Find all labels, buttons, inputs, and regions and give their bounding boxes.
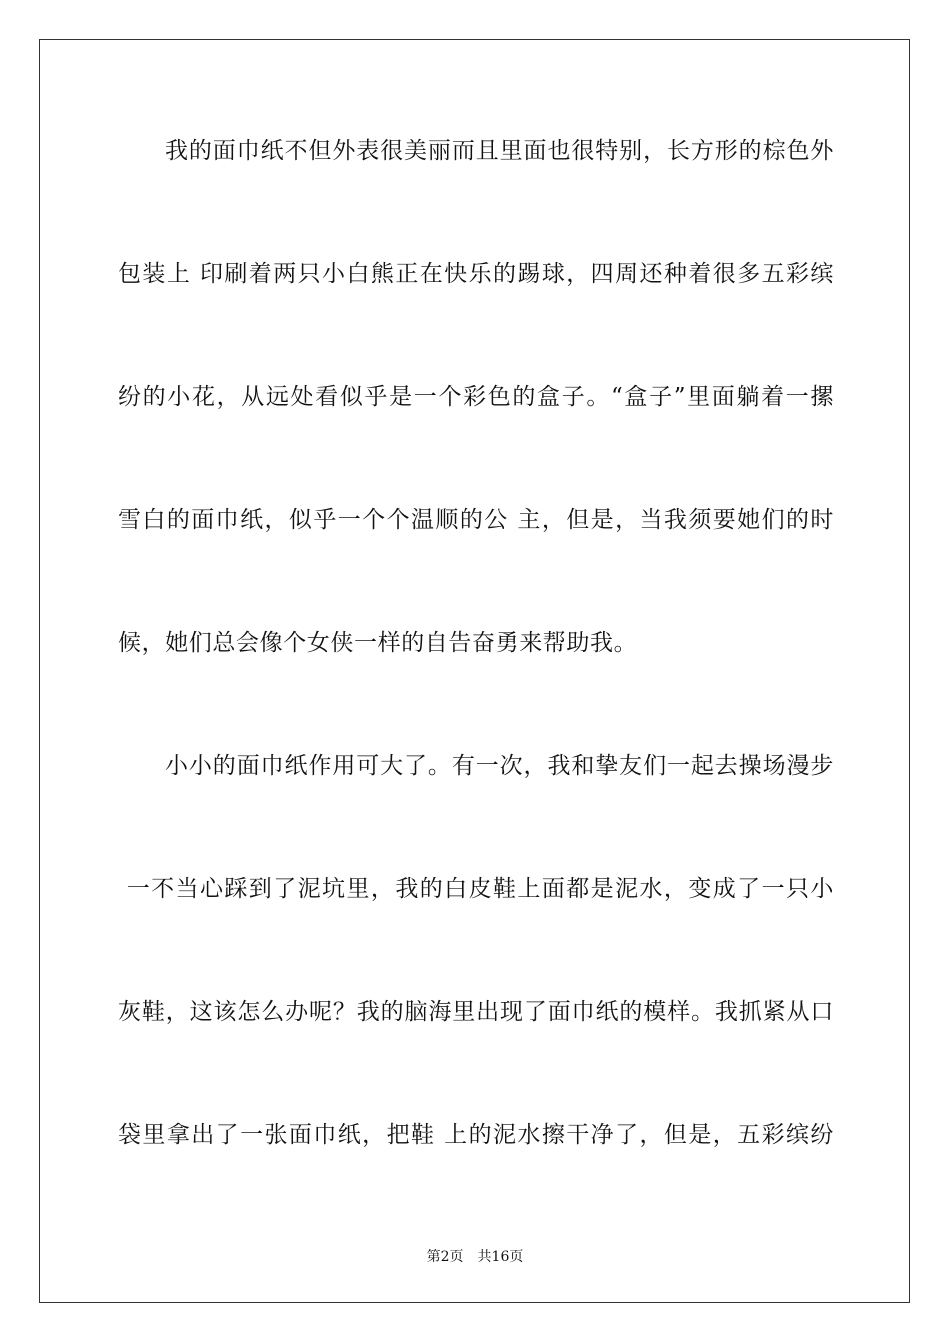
page-total: 共16页 [477, 1249, 524, 1265]
paragraph-1-line-1: 我的面巾纸不但外表很美丽而且里面也很特别，长方形的棕色外 [165, 138, 834, 164]
page-border [39, 39, 910, 1303]
paragraph-2-line-3: 灰鞋，这该怎么办呢？我的脑海里出现了面巾纸的模样。我抓紧从口 [118, 999, 834, 1025]
page-footer [0, 1248, 950, 1266]
paragraph-1-line-4: 雪白的面巾纸，似乎一个个温顺的公 主，但是，当我须要她们的时 [118, 507, 834, 533]
paragraph-2-line-1: 小小的面巾纸作用可大了。有一次，我和挚友们一起去操场漫步 [165, 753, 834, 779]
paragraph-1-line-5: 候，她们总会像个女侠一样的自告奋勇来帮助我。 [118, 630, 638, 656]
paragraph-2-line-2: 一不当心踩到了泥坑里，我的白皮鞋上面都是泥水，变成了一只小 [118, 876, 834, 902]
page-number: 第2页 [426, 1249, 464, 1265]
paragraph-2-line-4: 袋里拿出了一张面巾纸，把鞋 上的泥水擦干净了，但是，五彩缤纷 [118, 1122, 834, 1148]
paragraph-1-line-3: 纷的小花，从远处看似乎是一个彩色的盒子。“盒子”里面躺着一摞 [118, 384, 834, 410]
paragraph-1-line-2: 包装上 印刷着两只小白熊正在快乐的踢球，四周还种着很多五彩缤 [118, 261, 834, 287]
